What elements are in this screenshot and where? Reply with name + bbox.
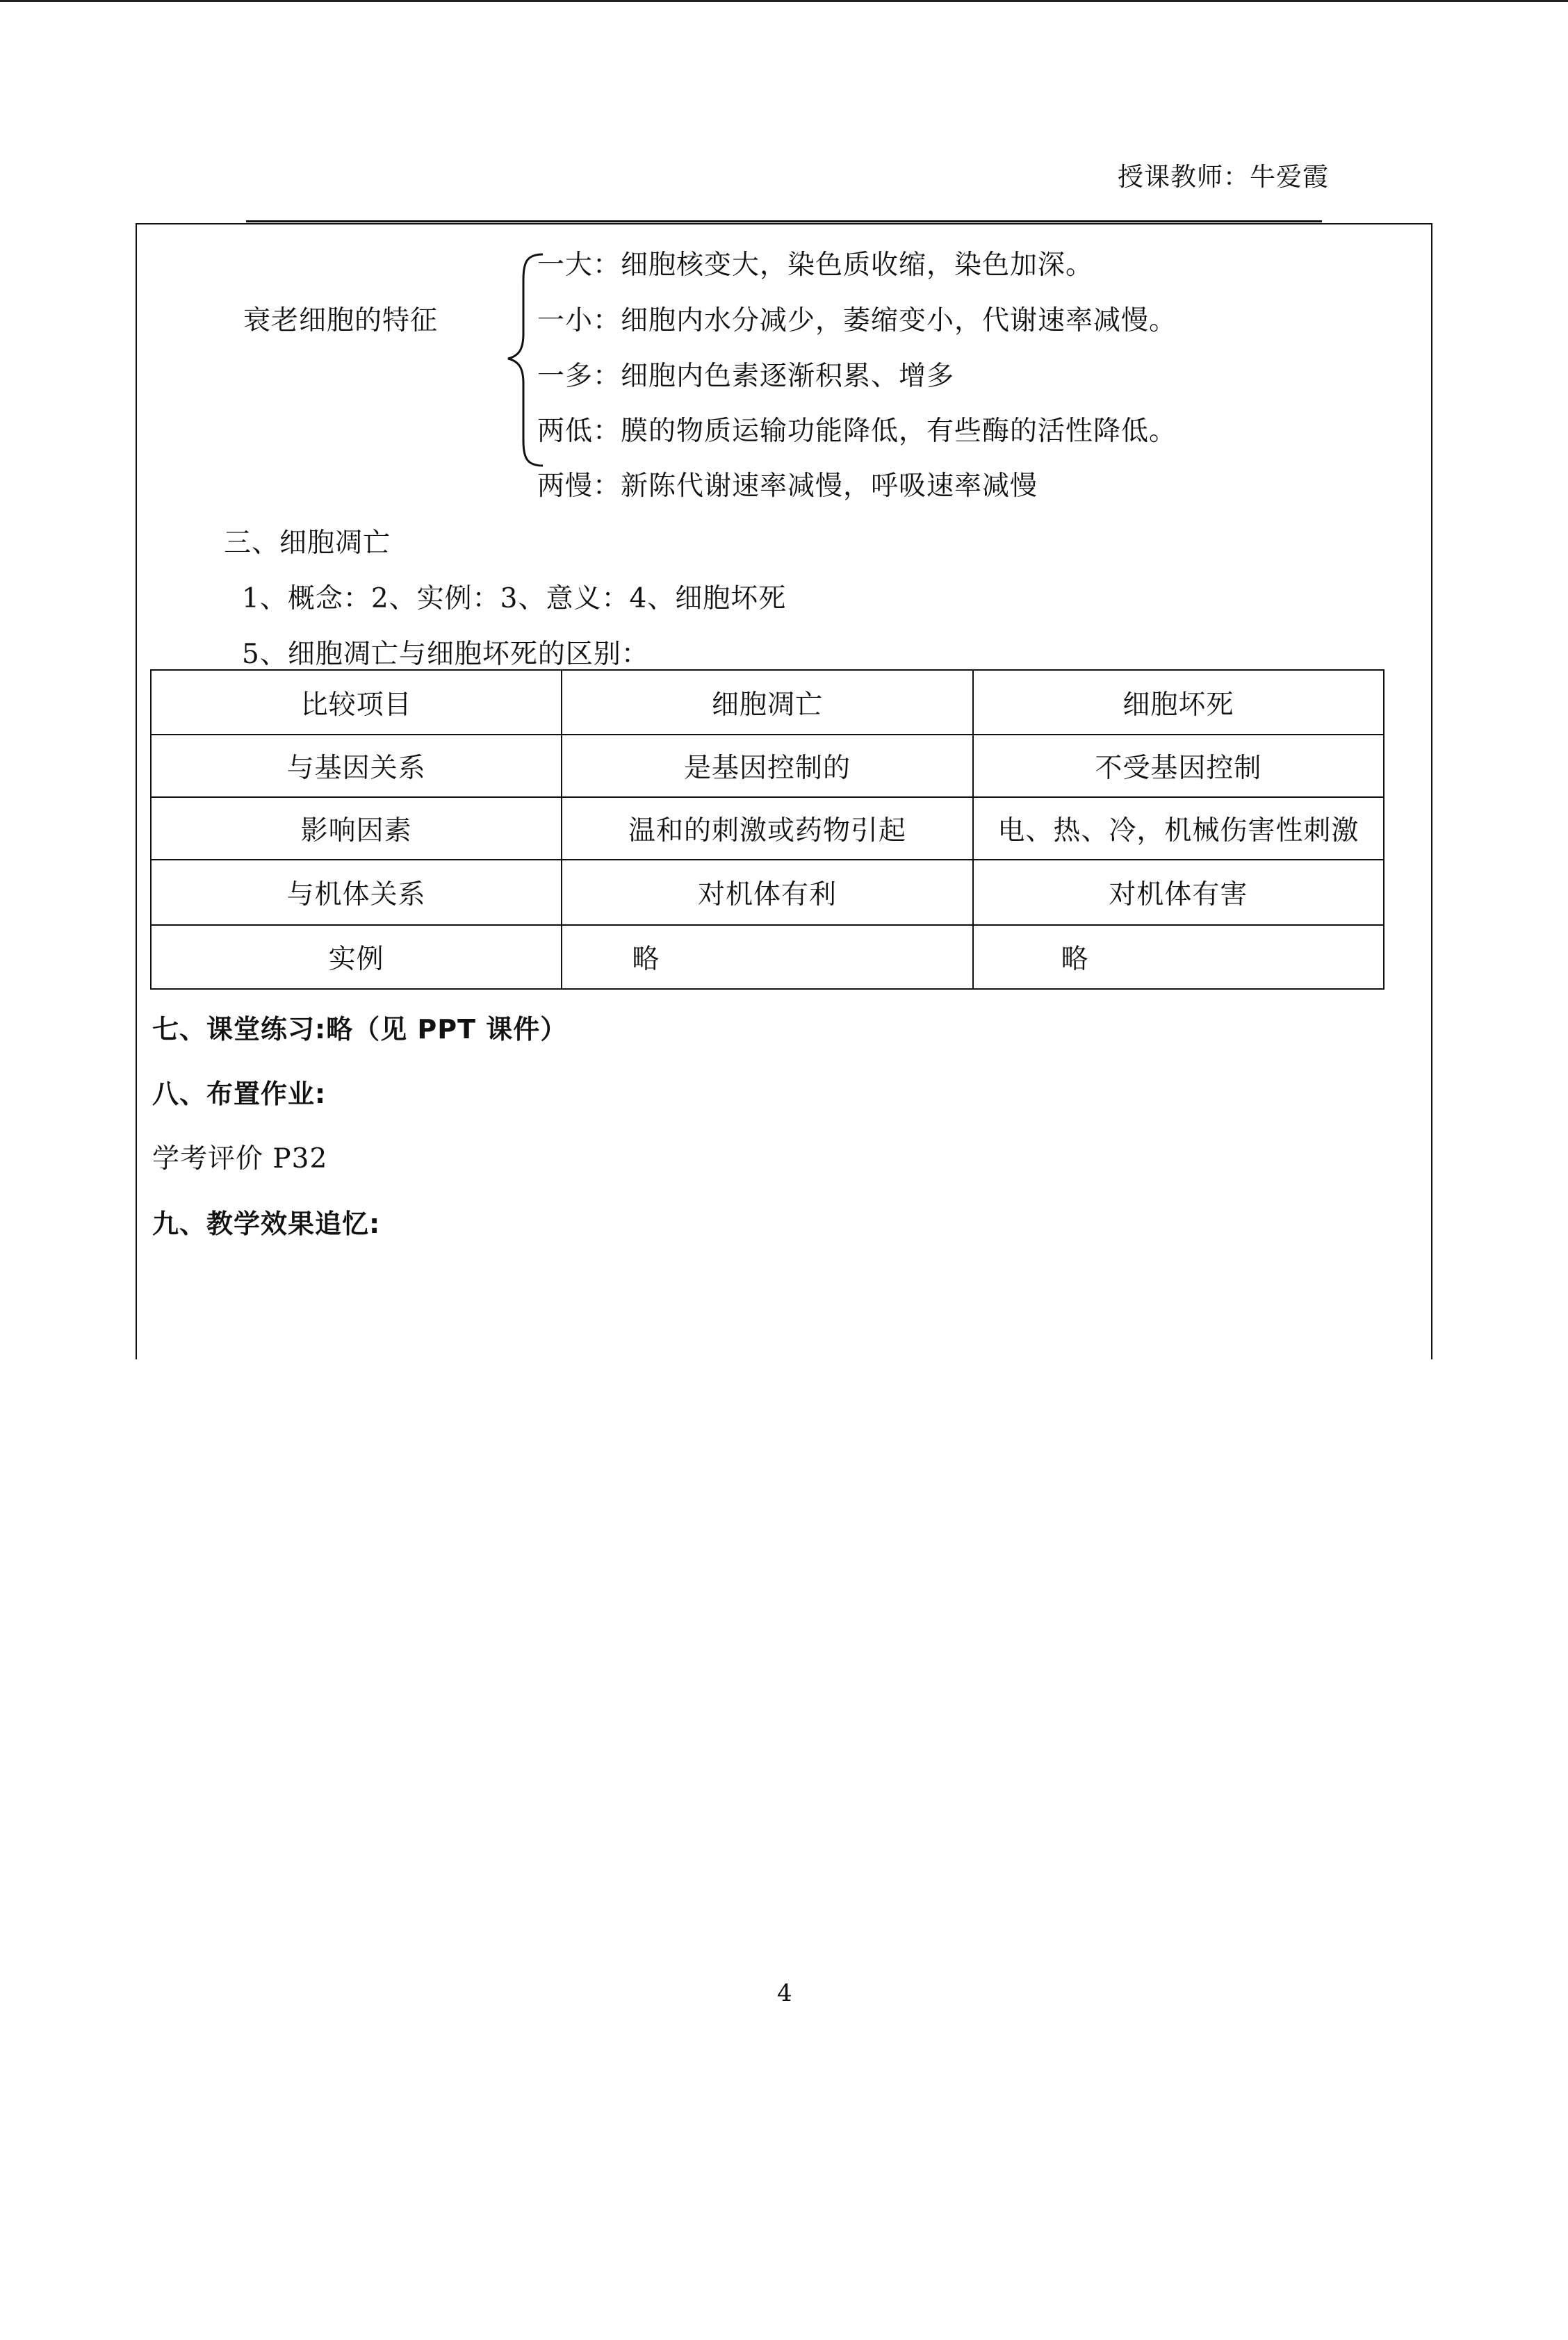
table-cell: 影响因素 [151,797,562,860]
table-row [151,797,1384,860]
table-cell: 对机体有利 [562,860,972,925]
teacher-name: 授课教师：牛爱霞 [1118,162,1329,192]
table-cell: 不受基因控制 [973,735,1384,797]
table-row [151,735,1384,797]
apoptosis-heading: 三、细胞凋亡 [224,527,391,559]
table-cell: 是基因控制的 [562,735,972,797]
practice-heading: 七、课堂练习:略（见 PPT 课件） [152,1014,568,1045]
aging-item-5: 两慢：新陈代谢速率减慢，呼吸速率减慢 [537,471,1038,502]
table-cell: 电、热、冷，机械伤害性刺激 [973,797,1384,860]
table-cell: 与基因关系 [151,735,562,797]
table-cell: 实例 [151,925,562,989]
table-header-cell: 比较项目 [151,670,562,735]
apoptosis-line-2: 5、细胞凋亡与细胞坏死的区别： [242,639,649,670]
comparison-table [150,669,1385,990]
table-header-cell: 细胞坏死 [973,670,1384,735]
aging-item-4: 两低：膜的物质运输功能降低，有些酶的活性降低。 [537,416,1177,447]
table-row [151,925,1384,989]
table-header-row [151,670,1384,735]
table-cell: 略 [562,925,972,989]
aging-title: 衰老细胞的特征 [243,305,439,336]
page-number: 4 [777,1979,792,2007]
aging-item-3: 一多：细胞内色素逐渐积累、增多 [537,361,955,392]
table-cell: 对机体有害 [973,860,1384,925]
aging-item-1: 一大：细胞核变大，染色质收缩，染色加深。 [537,249,1094,281]
homework-text: 学考评价 P32 [152,1143,328,1175]
header-rule [246,220,1322,222]
table-cell: 与机体关系 [151,860,562,925]
apoptosis-line-1: 1、概念：2、实例：3、意义：4、细胞坏死 [242,583,787,614]
homework-heading: 八、布置作业: [152,1079,327,1109]
reflection-heading: 九、教学效果追忆: [152,1209,381,1239]
aging-item-2: 一小：细胞内水分减少，萎缩变小，代谢速率减慢。 [537,305,1177,336]
top-border-line [0,0,1568,2]
table-header-cell: 细胞凋亡 [562,670,972,735]
table-row [151,860,1384,925]
table-cell: 略 [973,925,1384,989]
table-cell: 温和的刺激或药物引起 [562,797,972,860]
